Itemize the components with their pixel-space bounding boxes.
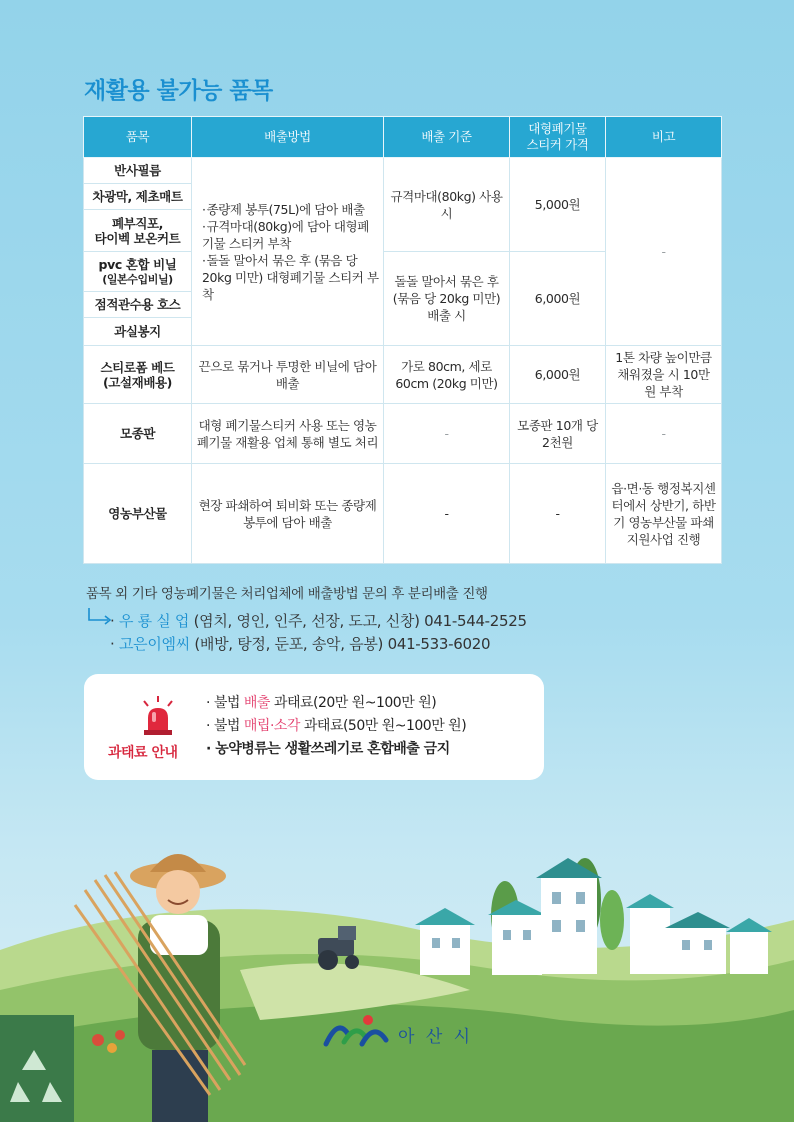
remark-group1: - [606,158,722,346]
criteria-byproduct: - [384,464,510,564]
contact-name: 고은이엠씨 [118,635,190,653]
item-shade-net: 차광막, 제초매트 [84,184,192,210]
table-header-row [84,117,722,158]
method-byproduct: 현장 파쇄하여 퇴비화 또는 종량제봉투에 담아 배출 [192,464,384,564]
item-reflective-film: 반사필름 [84,158,192,184]
header-remark: 비고 [606,117,722,158]
item-drip-hose: 점적관수용 호스 [84,292,192,318]
item-line: 타이벡 보온커트 [94,230,181,246]
item-line: (고설재배용) [102,374,172,390]
item-fruit-bag: 과실봉지 [84,318,192,346]
method-styrofoam: 끈으로 묶거나 투명한 비닐에 담아 배출 [192,346,384,404]
fine-notice-box [84,674,544,780]
asan-city-logo-text: 아 산 시 [398,1027,474,1047]
asan-city-logo [322,1012,392,1052]
method-line: · 규격마대(80kg)에 담아 대형폐기물 스티커 부착 [202,218,379,252]
other-waste-note: 품목 외 기타 영농폐기물은 처리업체에 배출방법 문의 후 분리배출 진행 [86,586,488,602]
fine-text: 과태료(20만 원~100만 원) [269,695,437,711]
price-sack: 5,000원 [510,158,606,252]
header-sticker-price: 대형폐기물 스티커 가격 [510,117,606,158]
price-seed-tray: 모종판 10개 당 2천원 [510,404,606,464]
fine-highlight: 배출 [243,695,270,711]
item-line: pvc 혼합 비닐 [98,256,177,272]
method-seed-tray: 대형 폐기물스티커 사용 또는 영농 폐기물 재활용 업체 통해 별도 처리 [192,404,384,464]
fine-list [206,692,466,761]
method-line: · 돌돌 말아서 묶은 후 (묶음 당 20kg 미만) 대형폐기물 스티커 부착 [202,252,379,303]
header-item: 품목 [84,117,192,158]
price-bundle: 6,000원 [510,252,606,346]
criteria-bundle: 돌돌 말아서 묶은 후 (묶음 당 20kg 미만) 배출 시 [384,252,510,346]
item-line: 스티로폼 베드 [100,359,175,375]
method-line: · 종량제 봉투(75L)에 담아 배출 [202,201,379,218]
table-row [84,346,722,404]
price-styrofoam: 6,000원 [510,346,606,404]
header-criteria: 배출 기준 [384,117,510,158]
item-farm-byproduct: 영농부산물 [84,464,192,564]
fine-text: 과태료(50만 원~100만 원) [299,718,467,734]
item-line: (일본수입비닐) [102,272,173,286]
page-title: 재활용 불가능 품목 [84,78,273,104]
fine-text: · 불법 [206,695,244,711]
contact-detail: (배방, 탕정, 둔포, 송악, 음봉) 041-533-6020 [189,635,491,653]
fine-text: · 불법 [206,718,244,734]
remark-styrofoam: 1톤 차량 높이만큼 채워졌을 시 10만 원 부착 [606,346,722,404]
contact-detail: (염치, 영인, 인주, 선장, 도고, 신창) 041-544-2525 [189,612,527,630]
table-row [84,464,722,564]
contact-prefix: · [110,635,119,653]
criteria-styrofoam: 가로 80cm, 세로 60cm (20kg 미만) [384,346,510,404]
item-styrofoam-bed [84,346,192,404]
fine-highlight: 매립·소각 [243,718,300,734]
fine-label: 과태료 안내 [108,745,178,761]
criteria-seed-tray: - [384,404,510,464]
criteria-sack: 규격마대(80kg) 사용 시 [384,158,510,252]
siren-icon [136,694,180,738]
header-method: 배출방법 [192,117,384,158]
item-nonwoven [84,210,192,252]
farm-landscape-illustration [0,820,794,1122]
table-row [84,158,722,184]
fine-line-pesticide: · 농약병류는 생활쓰레기로 혼합배출 금지 [206,741,450,757]
remark-seed-tray: - [606,404,722,464]
fine-line-burning [206,715,466,738]
item-seed-tray: 모종판 [84,404,192,464]
non-recyclable-table [83,116,722,564]
contact-name: 우 룡 실 업 [118,612,190,630]
remark-byproduct: 읍·면·동 행정복지센터에서 상반기, 하반기 영농부산물 파쇄 지원사업 진행 [606,464,722,564]
table-row [84,404,722,464]
contact-woolyong [110,610,527,631]
item-pvc-vinyl [84,252,192,292]
price-byproduct: - [510,464,606,564]
contact-prefix: · [110,612,119,630]
item-line: 폐부직포, [111,215,164,231]
fine-line-dumping [206,692,466,715]
group-method [192,158,384,346]
contact-goeun [110,633,490,654]
